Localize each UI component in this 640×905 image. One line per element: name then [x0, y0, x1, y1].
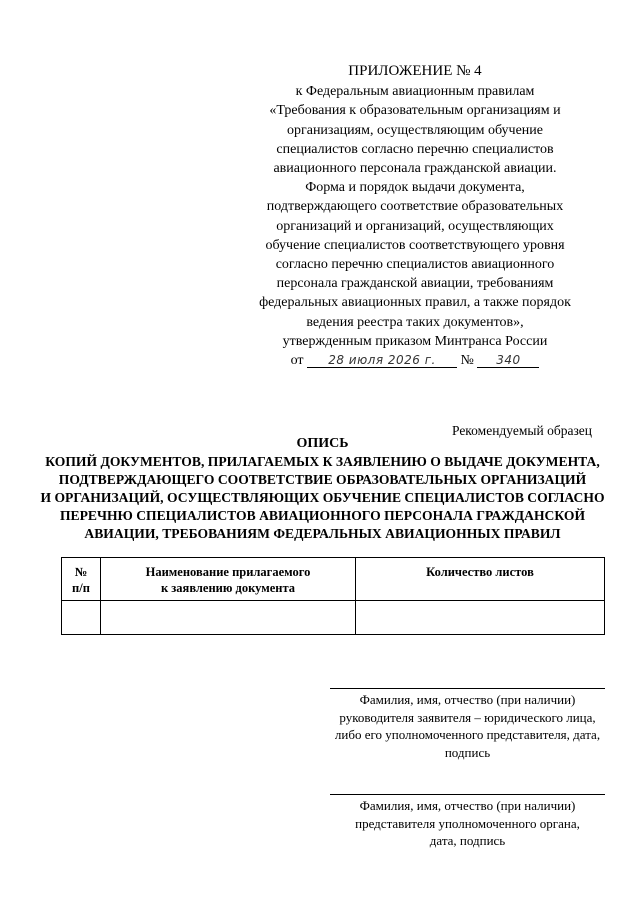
table-header-row	[62, 558, 605, 601]
handwritten-number: 340	[477, 353, 539, 368]
number-prefix: №	[460, 353, 474, 369]
applicant-signature-block	[330, 688, 605, 761]
header-text: №	[74, 565, 88, 579]
appendix-line: к Федеральным авиационным правилам	[295, 84, 535, 100]
order-date-row	[255, 351, 575, 370]
authority-signature-block	[330, 794, 605, 850]
signature-caption-line: Фамилия, имя, отчество (при наличии)	[359, 692, 576, 707]
appendix-line: «Требования к образовательным организациям и	[269, 103, 561, 119]
heading-line: ПЕРЕЧНЮ СПЕЦИАЛИСТОВ АВИАЦИОННОГО ПЕРСОНАЛА ГРАЖДАНСКОЙ	[59, 508, 586, 523]
appendix-line: авиационного персонала гражданской авиации.	[273, 161, 557, 177]
appendix-line: обучение специалистов соответствующего уровня	[265, 237, 565, 253]
heading-line: И ОРГАНИЗАЦИЙ, ОСУЩЕСТВЛЯЮЩИХ ОБУЧЕНИЕ СПЕЦИАЛИСТОВ СОГЛАСНО	[40, 490, 605, 505]
appendix-line: ведения реестра таких документов»,	[306, 314, 524, 330]
signature-caption-line: Фамилия, имя, отчество (при наличии)	[359, 798, 576, 813]
column-number-header	[62, 558, 101, 601]
header-text: п/п	[72, 581, 90, 595]
appendix-line: утвержденным приказом Минтранса России	[282, 333, 548, 349]
column-document-name-header	[101, 558, 356, 601]
header-text: к заявлению документа	[160, 581, 296, 595]
heading-title: ОПИСЬ	[296, 436, 349, 451]
heading-line: АВИАЦИИ, ТРЕБОВАНИЯМ ФЕДЕРАЛЬНЫХ АВИАЦИОННЫХ ПРАВИЛ	[84, 526, 561, 541]
table-cell[interactable]	[101, 601, 356, 635]
date-prefix: от	[290, 353, 304, 369]
table-cell[interactable]	[356, 601, 605, 635]
appendix-line: специалистов согласно перечню специалистов	[276, 141, 554, 157]
signature-caption-line: либо его уполномоченного представителя, дата,	[334, 727, 601, 742]
appendix-line: подтверждающего соответствие образовательных	[266, 199, 564, 215]
handwritten-date: 28 июля 2026 г.	[307, 353, 457, 368]
appendix-line: организациям, осуществляющим обучение	[286, 122, 543, 138]
appendix-line: организаций и организаций, осуществляющих	[276, 218, 554, 234]
table-cell[interactable]	[62, 601, 101, 635]
signature-line	[330, 794, 605, 795]
recommended-sample-label: Рекомендуемый образец	[451, 423, 592, 438]
appendix-line: согласно перечню специалистов авиационного	[275, 257, 555, 273]
header-text: Наименование прилагаемого	[145, 565, 311, 579]
signature-line	[330, 688, 605, 689]
appendix-line: персонала гражданской авиации, требованиям	[276, 276, 554, 292]
signature-caption-line: руководителя заявителя – юридического лица,	[339, 709, 596, 725]
heading-line: КОПИЙ ДОКУМЕНТОВ, ПРИЛАГАЕМЫХ К ЗАЯВЛЕНИЮ О ВЫДАЧЕ ДОКУМЕНТА,	[45, 454, 600, 469]
heading-line: ПОДТВЕРЖДАЮЩЕГО СООТВЕТСТВИЕ ОБРАЗОВАТЕЛЬНЫХ ОРГАНИЗАЦИЙ	[58, 472, 587, 487]
table-row	[62, 601, 605, 635]
signature-caption-line: подпись	[444, 744, 491, 760]
documents-table	[61, 557, 605, 635]
signature-caption-line: дата, подпись	[429, 833, 506, 848]
appendix-block	[255, 62, 575, 370]
appendix-line: федеральных авиационных правил, а также порядок	[259, 295, 571, 311]
appendix-line: Форма и порядок выдачи документа,	[305, 180, 525, 196]
inventory-heading	[40, 435, 605, 543]
appendix-title: ПРИЛОЖЕНИЕ № 4	[348, 63, 482, 79]
signature-caption-line: представителя уполномоченного органа,	[355, 815, 580, 831]
column-sheet-count-header: Количество листов	[356, 558, 605, 601]
